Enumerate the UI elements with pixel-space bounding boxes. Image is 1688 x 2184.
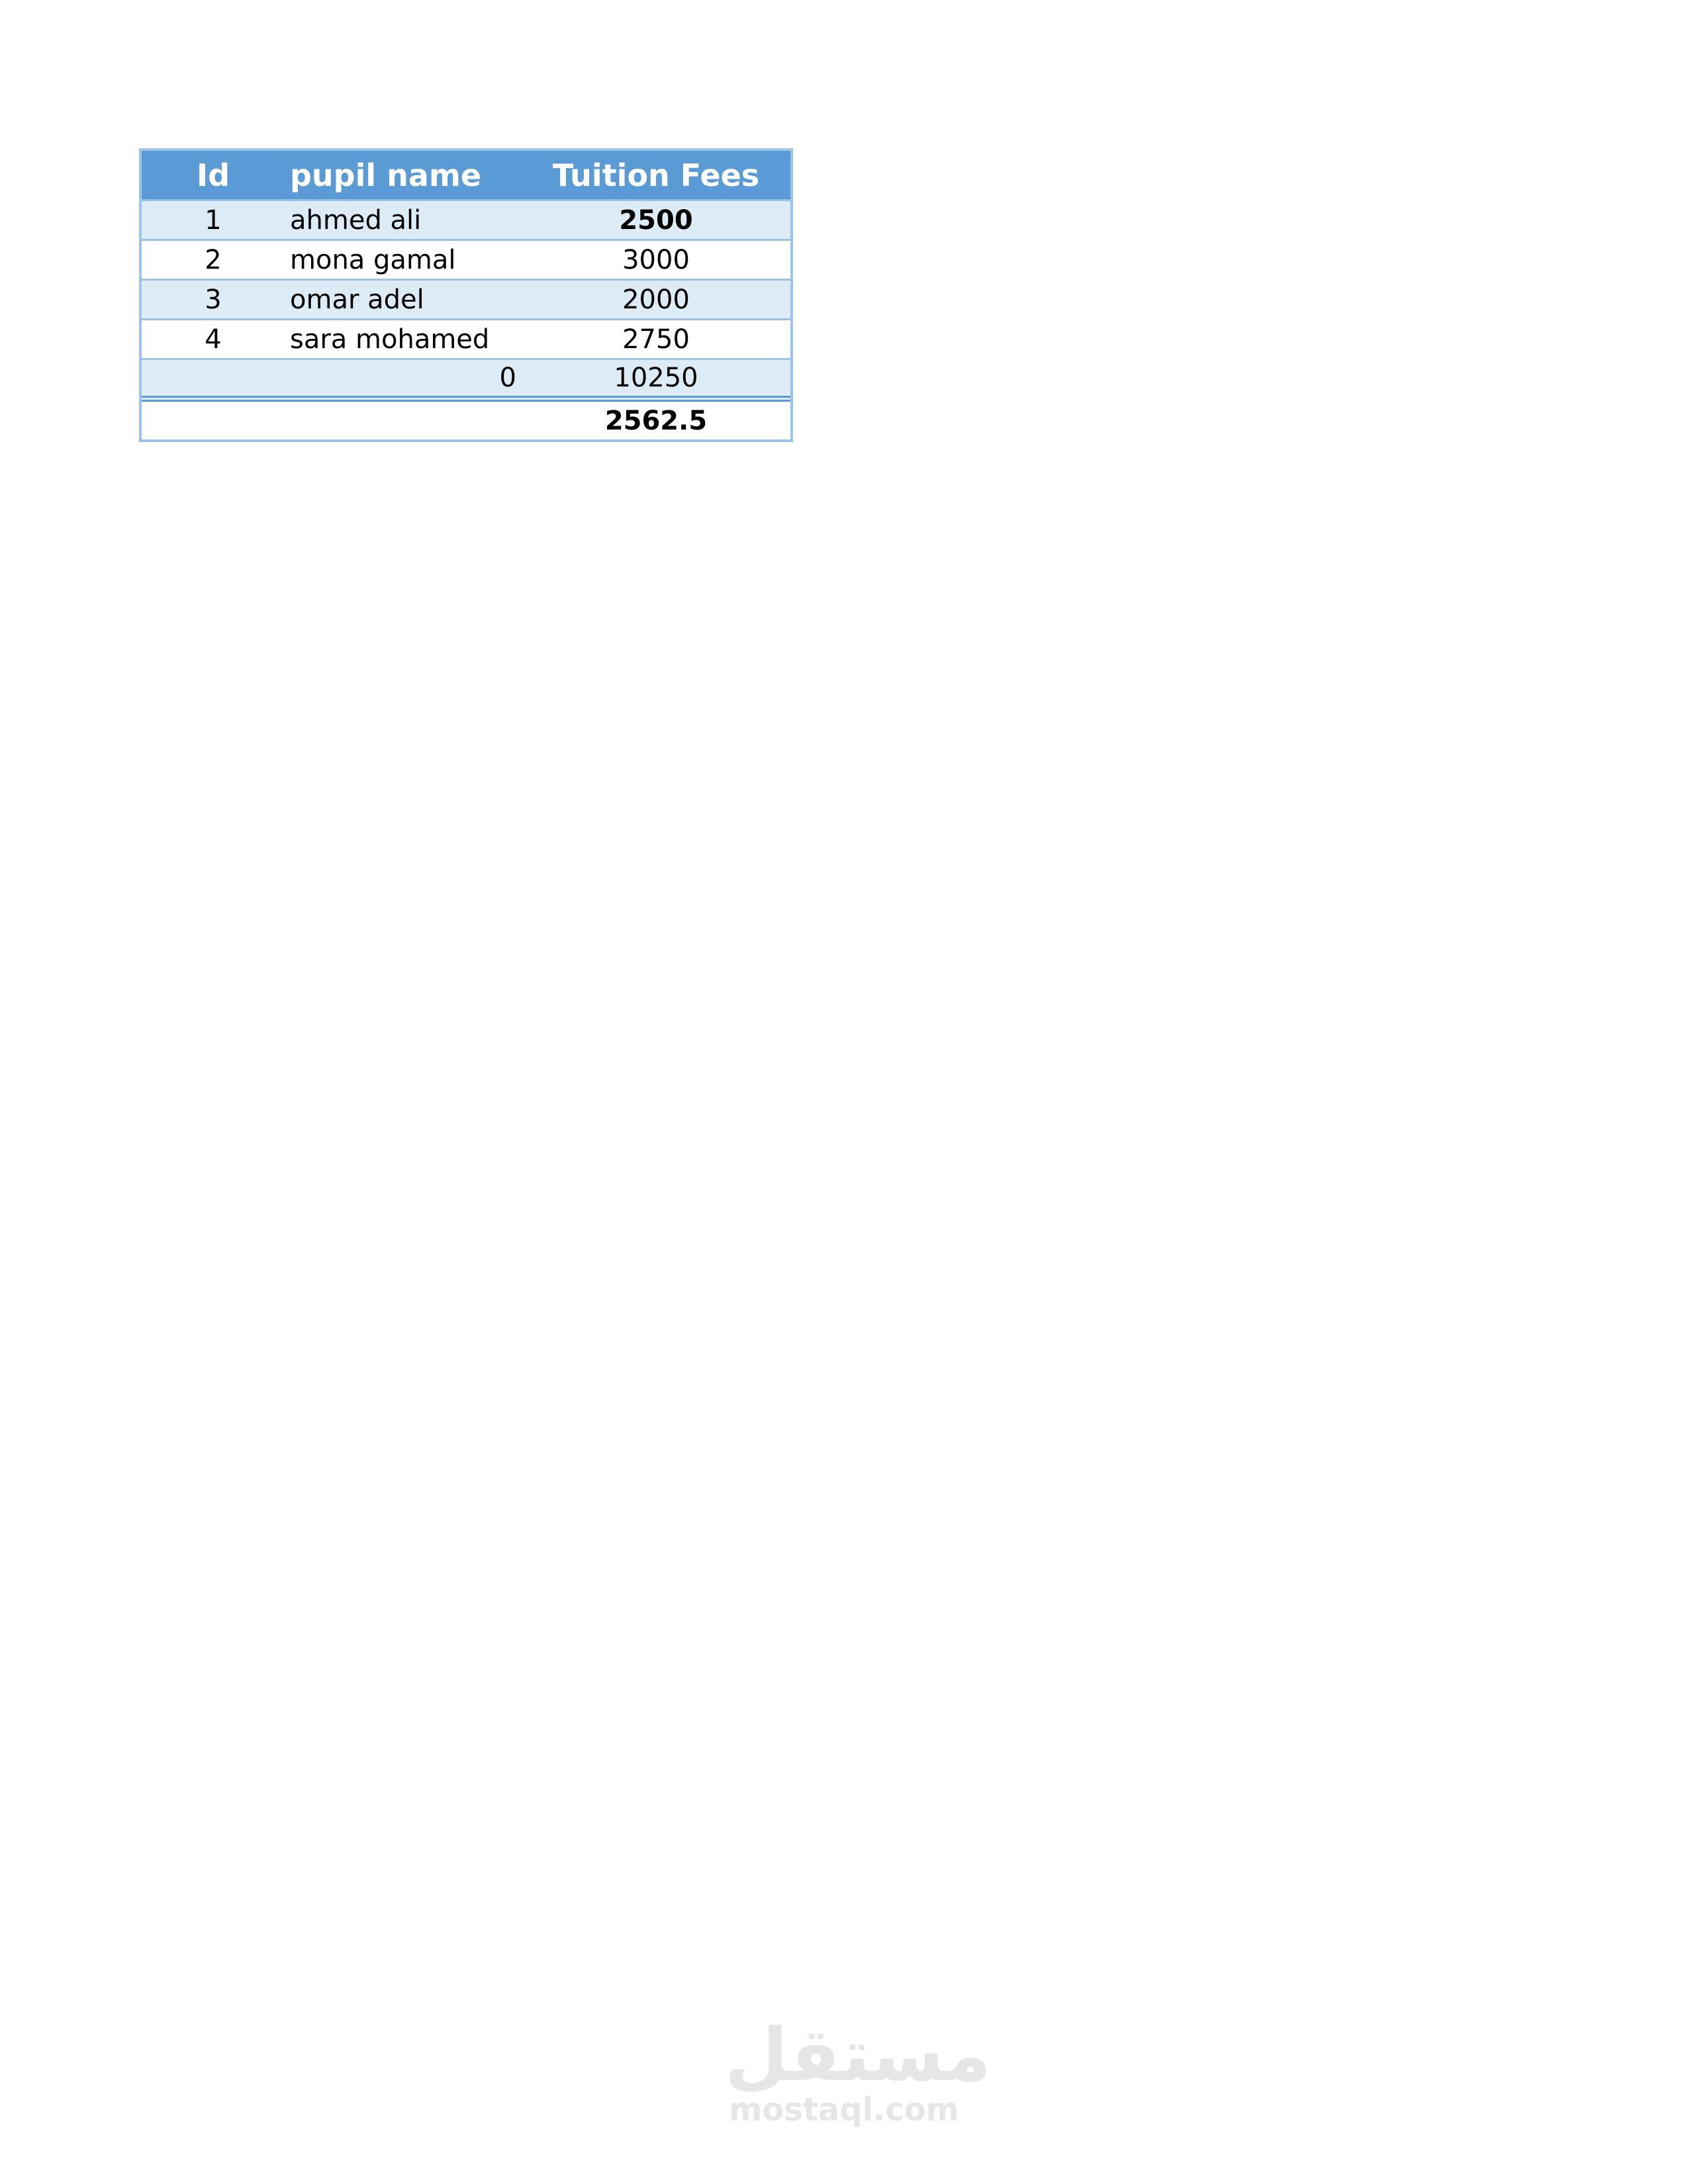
row-fee: 2000 [622,284,690,315]
row-fee: 3000 [622,244,690,275]
row-name: sara mohamed [290,324,490,355]
header-id: Id [196,157,230,193]
row-name: mona gamal [290,244,456,275]
row-id: 2 [205,244,222,275]
header-tuition-fees: Tuition Fees [552,157,760,193]
row-id: 4 [205,324,222,355]
watermark-text: mostaql.com [729,2091,959,2128]
table-row [142,241,790,281]
header-pupil-name: pupil name [290,157,482,193]
row-id: 3 [205,284,222,315]
row-name: ahmed ali [290,205,422,236]
row-fee: 2500 [619,205,693,236]
average-fee-cell: 2562.5 [604,405,708,436]
table-header [142,151,790,201]
total-fee-cell: 10250 [614,363,698,393]
tuition-table [139,148,793,442]
table-row [142,281,790,320]
watermark [725,2013,992,2128]
row-id: 1 [205,205,222,236]
table-row [142,201,790,241]
row-fee: 2750 [622,324,690,355]
total-name-cell: 0 [499,363,516,393]
row-name: omar adel [290,284,424,315]
watermark-logo: مستقل [725,2013,992,2097]
average-row [142,402,790,439]
total-row [142,360,790,402]
table-row [142,320,790,360]
